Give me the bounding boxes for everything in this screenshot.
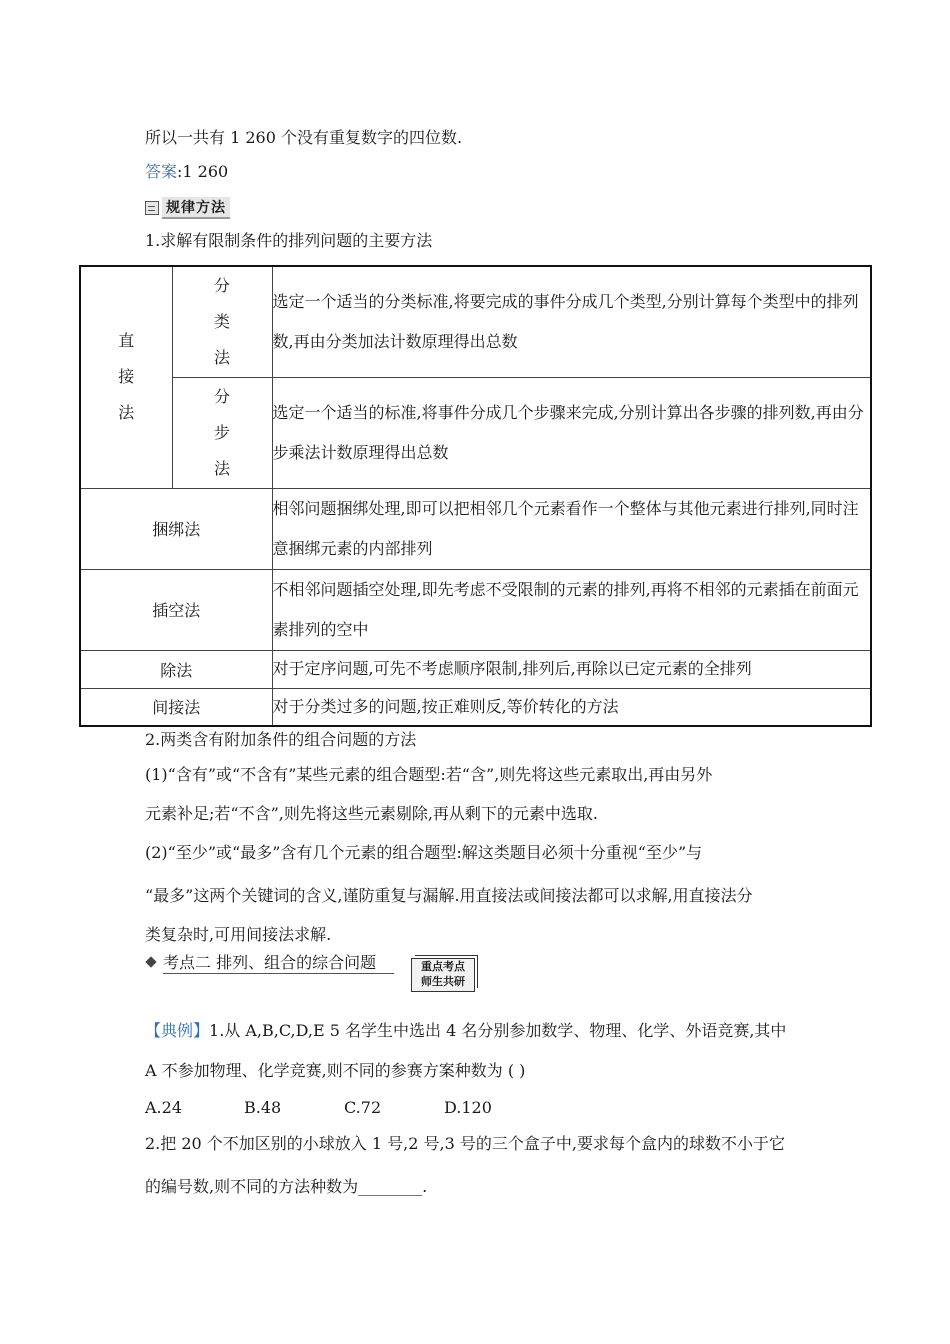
paragraph-line: “最多”这两个关键词的含义,谨防重复与漏解.用直接法或间接法都可以求解,用直接法分 xyxy=(145,886,753,905)
method-description: 相邻问题捆绑处理,即可以把相邻几个元素看作一个整体与其他元素进行排列,同时注意捆绑元素的内部排列 xyxy=(272,488,871,569)
paragraph-line: 元素补足;若“不含”,则先将这些元素剔除,再从剩下的元素中选取. xyxy=(145,804,599,823)
question-line: A 不参加物理、化学竞赛,则不同的参赛方案种数为 ( ) xyxy=(145,1061,526,1080)
section-title: 考点二 排列、组合的综合问题 xyxy=(163,950,394,974)
choices-row xyxy=(145,1097,492,1119)
answer-label: 答案 xyxy=(145,162,178,181)
sub-method-label: 分步法 xyxy=(213,386,230,478)
method-description: 对于定序问题,可先不考虑顺序限制,排列后,再除以已定元素的全排列 xyxy=(272,650,871,688)
table-row xyxy=(80,688,871,726)
question-line: 的编号数,则不同的方法种数为________. xyxy=(145,1177,428,1196)
answer-value: :1 260 xyxy=(177,162,229,181)
question-line: 2.把 20 个不加区别的小球放入 1 号,2 号,3 号的三个盒子中,要求每个盒内的球数不小于它 xyxy=(145,1134,785,1153)
badge-line: 师生共研 xyxy=(421,975,465,988)
example-tag: 【典例】 xyxy=(145,1021,210,1040)
section-heading xyxy=(145,947,394,977)
method-name-cell: 间接法 xyxy=(80,688,272,726)
sub-method-cell xyxy=(172,377,272,488)
method-description: 选定一个适当的标准,将事件分成几个步骤来完成,分别计算出各步骤的排列数,再由分步乘法计数原理得出总数 xyxy=(272,377,871,488)
direct-method-label: 直接法 xyxy=(118,331,135,423)
choice-d: D.120 xyxy=(444,1098,492,1117)
key-point-badge xyxy=(411,958,475,992)
choice-a: A.24 xyxy=(145,1098,182,1117)
method-description: 对于分类过多的问题,按正难则反,等价转化的方法 xyxy=(272,688,871,726)
answer-line xyxy=(145,161,228,183)
intro-line: 所以一共有 1 260 个没有重复数字的四位数. xyxy=(145,128,463,147)
choice-b: B.48 xyxy=(244,1098,282,1117)
diamond-icon xyxy=(145,956,156,967)
badge-line: 重点考点 xyxy=(421,960,465,973)
example-question-line xyxy=(145,1020,786,1042)
rule-heading-1: 1.求解有限制条件的排列问题的主要方法 xyxy=(145,231,433,250)
table-row xyxy=(80,488,871,569)
direct-method-cell xyxy=(80,266,172,488)
methods-table xyxy=(79,265,872,727)
choice-c: C.72 xyxy=(344,1098,382,1117)
sub-method-cell xyxy=(172,266,272,377)
notebook-icon xyxy=(145,201,159,215)
paragraph-line: 类复杂时,可用间接法求解. xyxy=(145,925,332,944)
table-row xyxy=(80,266,871,377)
method-description: 不相邻问题插空处理,即先考虑不受限制的元素的排列,再将不相邻的元素插在前面元素排列的空中 xyxy=(272,569,871,650)
table-row xyxy=(80,377,871,488)
table-row xyxy=(80,569,871,650)
question-text: 1.从 A,B,C,D,E 5 名学生中选出 4 名分别参加数学、物理、化学、外语竞赛,其中 xyxy=(209,1021,787,1040)
rule-method-badge xyxy=(145,199,230,217)
method-name-cell: 除法 xyxy=(80,650,272,688)
table-row xyxy=(80,650,871,688)
method-description: 选定一个适当的分类标准,将要完成的事件分成几个类型,分别计算每个类型中的排列数,再由分类加法计数原理得出总数 xyxy=(272,266,871,377)
method-name-cell: 捆绑法 xyxy=(80,488,272,569)
rule-method-label: 规律方法 xyxy=(162,197,230,219)
method-name-cell: 插空法 xyxy=(80,569,272,650)
paragraph-line: (2)“至少”或“最多”含有几个元素的组合题型:解这类题目必须十分重视“至少”与 xyxy=(145,843,703,862)
rule-heading-2: 2.两类含有附加条件的组合问题的方法 xyxy=(145,730,417,749)
paragraph-line: (1)“含有”或“不含有”某些元素的组合题型:若“含”,则先将这些元素取出,再由另外 xyxy=(145,765,713,784)
sub-method-label: 分类法 xyxy=(213,275,230,367)
